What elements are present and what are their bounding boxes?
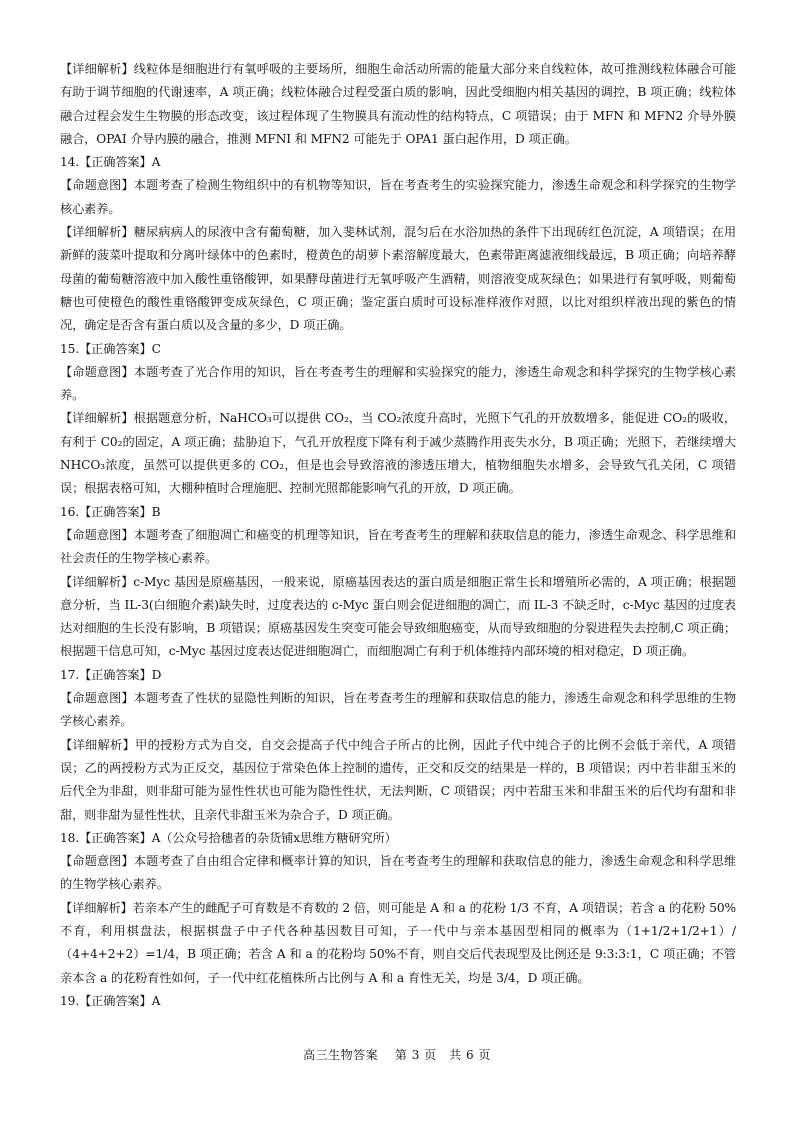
answer-heading: 19.【正确答案】A: [60, 993, 161, 1008]
answer-heading: 17.【正确答案】D: [60, 667, 162, 682]
answer-heading: 18.【正确答案】A（公众号拾穗者的杂货铺x思维方糖研究所）: [60, 830, 397, 845]
answer-text-body: [60, 58, 736, 1013]
answer-heading: 16.【正确答案】B: [60, 504, 161, 519]
paragraph: 【命题意图】本题考查了自由组合定律和概率计算的知识，旨在考查考生的理解和获取信息的能力，渗透生命观念和科学思维的生物学核心素养。: [60, 854, 736, 892]
paragraph: 【命题意图】本题考查了光合作用的知识，旨在考查考生的理解和实验探究的能力，渗透生命观念和科学探究的生物学核心素养。: [60, 364, 736, 403]
paragraph: 【命题意图】本题考查了性状的显隐性判断的知识，旨在考查考生的理解和获取信息的能力，渗透生命观念和科学思维的生物学核心素养。: [60, 691, 736, 729]
paragraph: 【详细解析】糖尿病病人的尿液中含有葡萄糖，加入斐林试剂，混匀后在水浴加热的条件下出现砖红色沉淀，A 项错误；在用新鲜的菠菜叶提取和分离叶绿体中的色素时，橙黄色的胡萝卜素溶解度最大，色素带距离滤液细线最远，B 项正确；向培养酵母菌的葡萄糖溶液中加入酸性重铬酸钾，如果酵母菌进行无氧呼吸产生酒精，则溶液变成灰绿色；如果进行有氧呼吸，则葡萄糖也可使橙色的酸性重铬酸钾变成灰绿色，C 项正确；鉴定蛋白质时可设标准样液作对照，以比对组织样液出现的紫色的情况，确定是否含有蛋白质以及含量的多少，D 项正确。: [60, 225, 736, 333]
paragraph: 【详细解析】若亲本产生的雌配子可育数是不育数的 2 倍，则可能是 A 和 a 的花粉 1/3 不育，A 项错误；若含 a 的花粉 50%不育，利用棋盘法，根据棋盘子中子代各种基因数目可知，子一代中与亲本基因型相同的概率为（1+1/2+1/2+1）/（4+4+2+2）=1/4，B 项正确；若含 A 和 a 的花粉均 50%不育，则自交后代表现型及比例还是 9:3:3:1，C 项正确；不管亲本含 a 的花粉育性如何，子一代中红花植株所占比例与 A 和 a 育性无关，均是 3/4，D 项正确。: [60, 900, 736, 985]
page-footer: 高三生物答案 第 3 页 共 6 页: [303, 1048, 491, 1062]
paragraph: 【命题意图】本题考查了检测生物组织中的有机物等知识，旨在考查考生的实验探究能力，渗透生命观念和科学探究的生物学核心素养。: [60, 178, 736, 216]
answer-heading: 15.【正确答案】C: [60, 341, 161, 356]
paragraph: 【详细解析】甲的授粉方式为自交，自交会提高子代中纯合子所占的比例，因此子代中纯合子的比例不会低于亲代，A 项错误；乙的两授粉方式为正反交，基因位于常染色体上控制的遗传，正交和反交的结果是一样的，B 项错误；丙中若非甜玉米的后代全为非甜，则非甜可能为显性性状也可能为隐性性状，无法判断，C 项错误；丙中若甜玉米和非甜玉米的后代均有甜和非甜，则非甜为显性性状，且亲代非甜玉米为杂合子，D 项正确。: [60, 737, 736, 822]
paragraph: 【详细解析】c-Myc 基因是原癌基因，一般来说，原癌基因表达的蛋白质是细胞正常生长和增殖所必需的，A 项正确；根据题意分析，当 IL-3(白细胞介素)缺失时，过度表达的 c-Myc 蛋白则会促进细胞的凋亡，而 IL-3 不缺乏时，c-Myc 基因的过度表达对细胞的生长没有影响，B 项错误；原癌基因发生突变可能会导致细胞癌变，从而导致细胞的分裂进程失去控制,C 项正确；根据题干信息可知，c-Myc 基因过度表达促进细胞凋亡，而细胞凋亡有利于机体维持内部环境的相对稳定，D 项正确。: [60, 574, 736, 659]
paragraph: 【命题意图】本题考查了细胞凋亡和癌变的机理等知识，旨在考查考生的理解和获取信息的能力，渗透生命观念、科学思维和社会责任的生物学核心素养。: [60, 527, 736, 566]
answer-heading: 14.【正确答案】A: [60, 155, 161, 170]
paragraph: 【详细解析】根据题意分析，NaHCO₃可以提供 CO₂，当 CO₂浓度升高时，光照下气孔的开放数增多，能促进 CO₂的吸收，有利于 C0₂的固定，A 项正确；盐胁迫下，气孔开放程度下降有利于减少蒸腾作用丧失水分，B 项正确；光照下，若继续增大 NHCO₃浓度，虽然可以提供更多的 CO₂，但是也会导致溶液的渗透压增大，植物细胞失水增多，会导致气孔关闭，C 项错误；根据表格可知，大棚种植时合理施肥、控制光照都能影响气孔的开放，D 项正确。: [60, 411, 736, 496]
paragraph: 【详细解析】线粒体是细胞进行有氧呼吸的主要场所，细胞生命活动所需的能量大部分来自线粒体，故可推测线粒体融合可能有助于调节细胞的代谢速率，A 项正确；线粒体融合过程受蛋白质的影响，因此受细胞内相关基因的调控，B 项正确；线粒体融合过程会发生生物膜的形态改变，该过程体现了生物膜具有流动性的结构特点，C 项错误；由于 MFN 和 MFN2 介导外膜融合，OPAI 介导内膜的融合，推测 MFNI 和 MFN2 可能先于 OPA1 蛋白起作用，D 项正确。: [60, 62, 736, 146]
